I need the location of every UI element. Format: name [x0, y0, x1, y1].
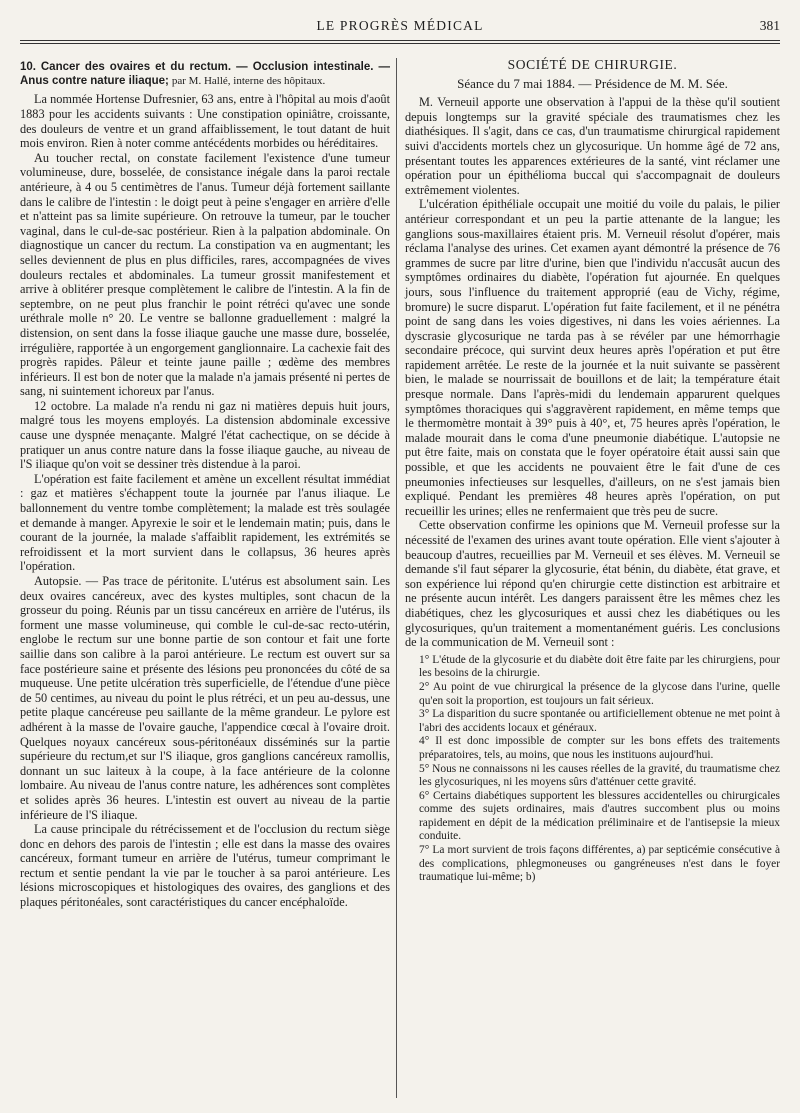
- article-author: par M. Hallé, interne des hôpitaux.: [171, 75, 326, 88]
- column-divider: [396, 58, 397, 1098]
- left-column: [20, 60, 390, 910]
- paragraph: Au toucher rectal, on constate facilement l'existence d'une tumeur volumineuse, dure, bosselée, de consistance inégale dans la paroi rectale antérieure, à 4 ou 5 centimètres de l'anus. Tumeur déjà fortement saillante dans le calibre de l'intestin : le doigt peut à peine s'engager en arrière d'elle et n'atteint pas sa limite supérieure. On retrouve la tumeur, par le toucher vaginal, dans le cul-de-sac postérieur. Rien à la palpation abdominale. On diagnostique un cancer du rectum. La constipation va en augmentant; les selles deviennent de plus en plus difficiles, rares, accompagnées de vives douleurs rectales et abdominales. La tumeur grossit manifestement et arrive à oblitérer presque complètement le calibre de l'intestin. A la fin de septembre, on ne peut plus franchir le point rétréci qu'avec une sonde uréthrale molle n° 20. Le ventre se ballonne graduellement : malgré la distension, on sent dans la fosse iliaque gauche une masse dure, bosselée, irrégulière, rapportée à un engorgement ganglionnaire. La cachexie fait des progrès rapides. Pâleur et teinte jaune paille ; œdème des membres inférieurs. Il est bon de noter que la malade n'a jamais présenté ni pertes de sang, ni suintement ichoreux par l'anus.: [20, 150, 390, 399]
- article-heading: [20, 60, 390, 88]
- article-title: Cancer des ovaires et du rectum. — Occlusion intestinale. — Anus contre nature iliaque;: [20, 61, 391, 88]
- conclusion-item: 7° La mort survient de trois façons différentes, a) par septicémie consécutive à des complications, phlegmoneuses ou gangréneuses n'est dans le foyer traumatique lui-même; b): [419, 844, 780, 884]
- section-title: SOCIÉTÉ DE CHIRURGIE.: [507, 57, 678, 72]
- conclusion-item: 2° Au point de vue chirurgical la présence de la glycose dans l'urine, quelle qu'en soit la proportion, est toujours un fait sérieux.: [419, 680, 780, 707]
- conclusion-item: 3° La disparition du sucre spontanée ou artificiellement obtenue ne met point à l'abri des accidents locaux et généraux.: [419, 708, 780, 734]
- page-number: 381: [759, 18, 780, 33]
- paragraph: L'opération est faite facilement et amène un excellent résultat immédiat : gaz et matières s'échappent toute la journée par l'anus iliaque. Le ballonnement du ventre tombe complètement; la malade est très soulagée et demande à manger. Apyrexie le soir et le lendemain matin; puis, dans le courant de la journée, la malade s'affaiblit rapidement, les extrémités se refroidissent et la mort survient dans le collapsus, 36 heures après l'opération.: [20, 471, 390, 574]
- paragraph: M. Verneuil apporte une observation à l'appui de la thèse qu'il soutient depuis longtemps sur la gravité spéciale des traumatismes chez les diathésiques. Il s'agit, dans ce cas, d'un traumatisme chirurgical rapidement suivi d'accidents mortels chez un glycosurique. Un homme âgé de 72 ans, présentant toutes les apparences extérieures de la santé, vint réclamer une opération pour un épithélioma buccal qui s'accompagnait de douleurs extrêmement violentes.: [405, 95, 780, 197]
- article-number: 10.: [20, 61, 36, 73]
- paragraph: Autopsie. — Pas trace de péritonite. L'utérus est absolument sain. Les deux ovaires cancéreux, avec des kystes multiples, sont chacun de la grosseur du poing. Réunis par un tissu cancéreux en arrière de l'utérus, ils forment une masse volumineuse, qui comble le cul-de-sac recto-utérin, englobe le rectum sur une bonne partie de son contour et fait une forte saillie dans son calibre à la paroi antérieure. Le rectum est ouvert sur sa face postérieure saine et présente des lésions peu prononcées du côté de sa muqueuse. Une petite ulcération très superficielle, de l'étendue d'une pièce de 50 centimes, au niveau du point le plus rétréci, et un peu au-dessus, une petite plaque cancéreuse peu saillante de la même grandeur. Le pylore est adhérent à la masse de l'ovaire gauche, l'appendice cœcal à l'ovaire droit. Quelques noyaux cancéreux sous-péritonéaux disséminés sur la partie supérieure du rectum,et sur l'S iliaque, gros ganglions cancéreux ramollis, donnant un suc laiteux à la coupe, à la face antérieure de la colonne lombaire. Au niveau de l'anus contre nature, les adhérences sont complètes et solides après 36 heures. L'intestin est ouvert au niveau de la partie inférieure de l'S iliaque.: [20, 574, 390, 822]
- paragraph: 12 octobre. La malade n'a rendu ni gaz ni matières depuis huit jours, malgré tous les moyens employés. La distension abdominale excessive cause une dyspnée menaçante. Malgré l'état cachectique, on se décide à pratiquer un anus contre nature dans la fosse iliaque gauche, au niveau de l'S iliaque qu'on voit se dessiner très distendue à la paroi.: [20, 398, 390, 472]
- journal-title: LE PROGRÈS MÉDICAL: [316, 18, 484, 33]
- right-column: [405, 57, 780, 885]
- paragraph: La cause principale du rétrécissement et de l'occlusion du rectum siège donc en dehors des parois de l'intestin ; elle est dans la masse des ovaires cancéreux, formant tumeur en arrière de l'utérus, tumeur comprimant le rectum et sentie pendant la vie par le toucher à sa paroi antérieure. Les lésions microscopiques et histologiques des ovaires, des ganglions et des plaques péritonéales, sont caractéristiques du cancer encéphaloïde.: [20, 822, 390, 910]
- paragraph: L'ulcération épithéliale occupait une moitié du voile du palais, le pilier antérieur correspondant et un peu la partie attenante de la langue; les ganglions sous-maxillaires étaient pris. M. Verneuil résolut d'opérer, mais réclama l'analyse des urines. Cet examen ayant démontré la présence de 76 grammes de sucre par litre d'urine, bien que l'individu n'accusât aucun des symptômes ordinaires du diabète, l'opération fut ajournée. En quelques jours, sous l'influence du traitement approprié (eau de Vichy, régime, bromure) le sucre disparut. L'opération fut faite facilement, et il ne pénétra point de sang dans les voies digestives, ni dans les voies aériennes. La dyscrasie glycosurique ne tarda pas à se révéler par une hémorrhagie secondaire précoce, qui survint deux heures après l'opération et put être rapidement arrêtée. Le reste de la journée et la nuit suivante se passèrent bien, le malade se nourrissait de bouillons et de lait; la température était presque normale. Dans l'après-midi du lendemain apparurent quelques symptômes thoraciques qui s'aggravèrent rapidement, en même temps que le thermomètre montait à 39° puis à 40°, et, 75 heures après l'opération, le malade mourait dans le coma d'une pneumonie diabétique. L'autopsie ne put être faite, mais on constata que le foyer opératoire était aussi sain que possible, et que les accidents ne pouvaient être le fait d'une de ces pneumonies infectieuses sur lesquelles, d'ailleurs, on ne s'est jamais bien expliqué. Pendant les premières 48 heures après l'opération, on put recueillir les urines; elles ne renfermaient que très peu de sucre.: [405, 197, 780, 518]
- paragraph: La nommée Hortense Dufresnier, 63 ans, entre à l'hôpital au mois d'août 1883 pour les accidents suivants : Une constipation opiniâtre, croissante, des douleurs de ventre et un grand affaiblissement, le tout datant de huit mois environ. Rien à noter comme antécédents morbides ou héréditaires.: [20, 92, 390, 151]
- conclusion-item: 1° L'étude de la glycosurie et du diabète doit être faite par les chirurgiens, pour les besoins de la chirurgie.: [419, 653, 780, 680]
- paragraph: Cette observation confirme les opinions que M. Verneuil professe sur la nécessité de l'examen des urines avant toute opération. Elle vient s'ajouter à beaucoup d'autres, recueillies par M. Verneuil et ses élèves. M. Verneuil se demande s'il faut séparer la glycosurie, état bénin, du diabète, état grave, et son expérience lui répond qu'en chirurgie cette distinction est arbitraire et ne présente aucun intérêt. Les dangers paraissent être les mêmes chez les diabétiques, chez les glycosuriques et aussi chez les diabétiques ou les glycosuriques, qu'un traitement a momentanément guéris. Les conclusions de la communication de M. Verneuil sont :: [405, 518, 780, 650]
- conclusion-item: 6° Certains diabétiques supportent les blessures accidentelles ou chirurgicales comme des sujets ordinaires, mais d'autres succombent plus ou moins rapidement en dépit de la médication préliminaire et de l'antisepsie la mieux conduite.: [419, 789, 780, 843]
- conclusion-item: 4° Il est donc impossible de compter sur les bons effets des traitements préparatoires, tels, au moins, que nous les instituons aujourd'hui.: [419, 735, 780, 761]
- page-header: [20, 18, 780, 40]
- session-line: Séance du 7 mai 1884. — Présidence de M. M. Sée.: [457, 75, 728, 91]
- conclusion-item: 5° Nous ne connaissons ni les causes réelles de la gravité, du traumatisme chez les glycosuriques, ni les moyens sûrs d'atténuer cette gravité.: [419, 762, 780, 789]
- header-rule: [20, 40, 780, 44]
